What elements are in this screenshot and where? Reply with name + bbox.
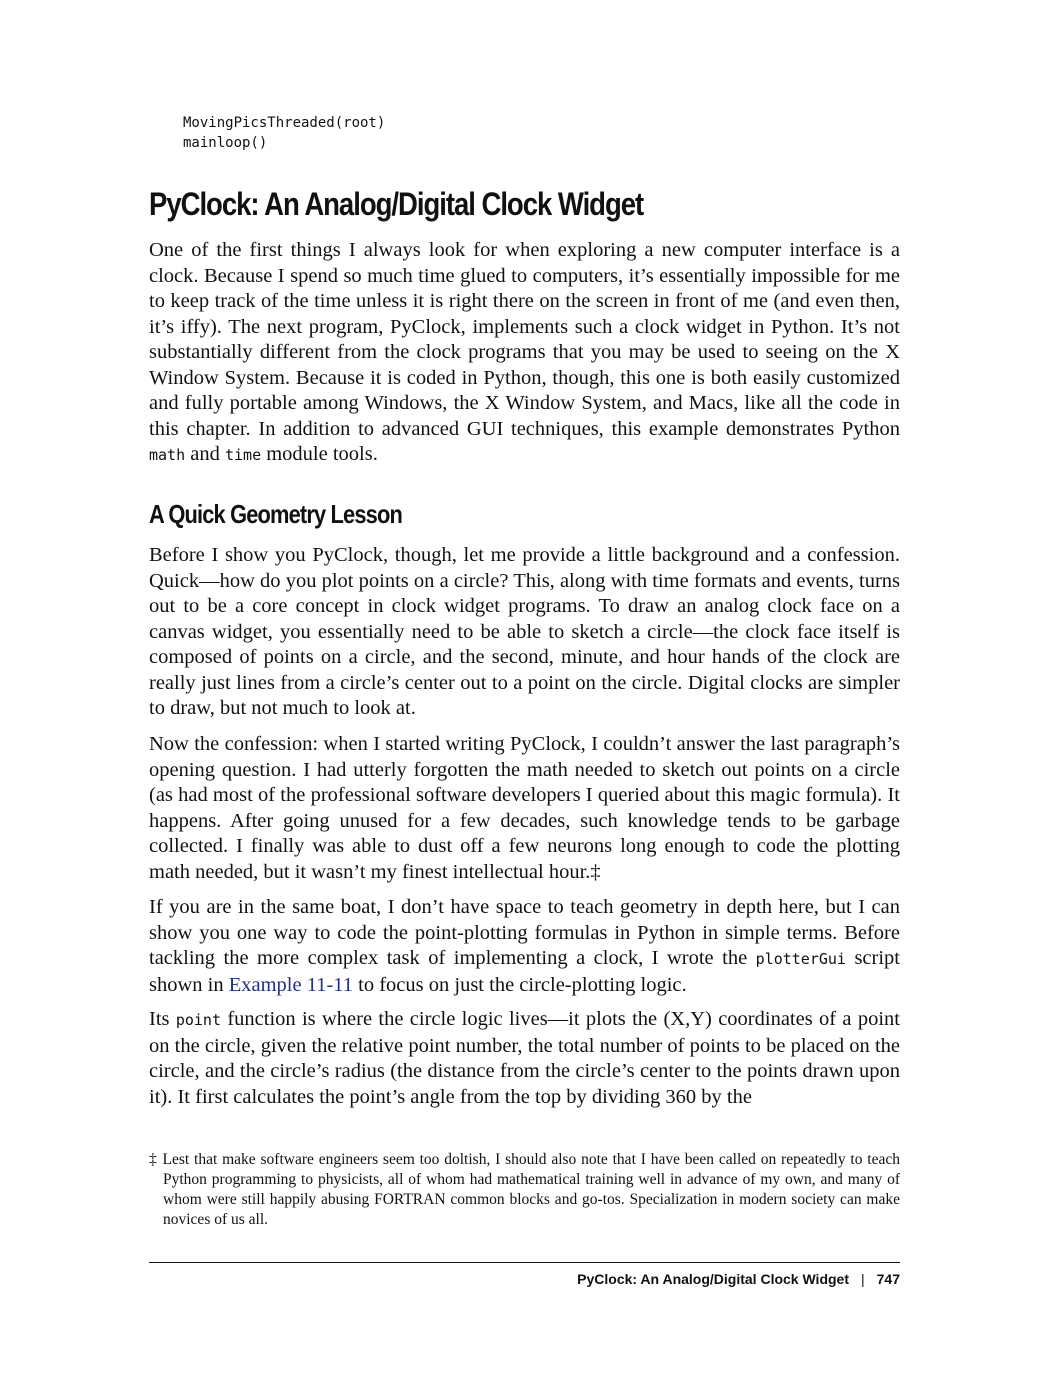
confession-paragraph: Now the confession: when I started writing PyClock, I couldn’t answer the last paragraph’s opening question. I had utterly forgotten the math needed to sketch out points on a circle (as had most of the professional software developers I queried about this magic formula). It happens. After going unused for a few decades, such knowledge tends to be garbage collected. I finally was able to dust off a few neurons long enough to code the plotting math needed, but it wasn’t my finest intellectual hour.‡ bbox=[149, 733, 900, 883]
footer-separator: | bbox=[861, 1271, 865, 1287]
intro-paragraph: One of the first things I always look for when exploring a new computer interface is a clock. Because I spend so much time glued to computers, it’s essentially impossible for me to keep track of the time unless it is right there on the screen in front of me (and even then, it’s iffy). The next program, PyClock, implements such a clock widget in Python. It’s not substantially different from the clock programs that you may be used to seeing on the X Window System. Because it is coded in Python, though, this one is both easily customized and fully portable among Windows, the X Window System, and Macs, like all the code in this chapter. In addition to advanced GUI techniques, this example demonstrates Python math and time module tools. bbox=[149, 239, 900, 465]
background-paragraph: Before I show you PyClock, though, let me provide a little background and a confession. Quick—how do you plot points on a circle? This, along with time formats and events, turns out to be a core concept in clock widget programs. To draw an analog clock face on a canvas widget, you essentially need to be able to sketch a circle—the clock face itself is composed of points on a circle, and the second, minute, and hour hands of the clock are really just lines from a circle’s center out to a point on the circle. Digital clocks are simpler to draw, but not much to look at. bbox=[149, 544, 900, 719]
footnote: ‡ Lest that make software engineers seem too doltish, I should also note that I have been called on repeatedly to teach Python programming to physicists, all of whom had mathematical training well in advance of my own, and many of whom were still happily abusing FORTRAN common blocks and go-tos. Specialization in modern society can make novices of us all. bbox=[149, 1151, 900, 1228]
example-link[interactable]: Example 11-11 bbox=[228, 973, 354, 996]
plotter-paragraph: If you are in the same boat, I don’t have space to teach geometry in depth here, but I can show you one way to code the point-plotting formulas in Python in simple terms. Before tackling the more complex task of implementing a clock, I wrote the plotterGui script shown in Example 11-11 to focus on just the circle-plotting logic. bbox=[149, 896, 900, 996]
inline-code-math: math bbox=[149, 446, 186, 464]
code-block bbox=[183, 113, 385, 153]
footer-rule bbox=[149, 1262, 900, 1263]
page-footer bbox=[577, 1271, 900, 1287]
code-line-2: mainloop() bbox=[183, 135, 268, 151]
subsection-heading: A Quick Geometry Lesson bbox=[149, 499, 402, 529]
inline-code-point: point bbox=[175, 1011, 221, 1029]
point-function-paragraph: Its point function is where the circle logic lives—it plots the (X,Y) coordinates of a point on the circle, given the relative point number, the total number of points to be placed on the circle, and the circle’s radius (the distance from the circle’s center to the points drawn upon it). It first calculates the point’s angle from the top by dividing 360 by the bbox=[149, 1008, 901, 1108]
running-title: PyClock: An Analog/Digital Clock Widget bbox=[577, 1271, 849, 1287]
inline-code-plottergui: plotterGui bbox=[755, 950, 846, 968]
inline-code-time: time bbox=[224, 446, 262, 464]
code-line-1: MovingPicsThreaded(root) bbox=[183, 115, 386, 131]
section-heading: PyClock: An Analog/Digital Clock Widget bbox=[149, 186, 644, 222]
page-number: 747 bbox=[876, 1271, 900, 1287]
